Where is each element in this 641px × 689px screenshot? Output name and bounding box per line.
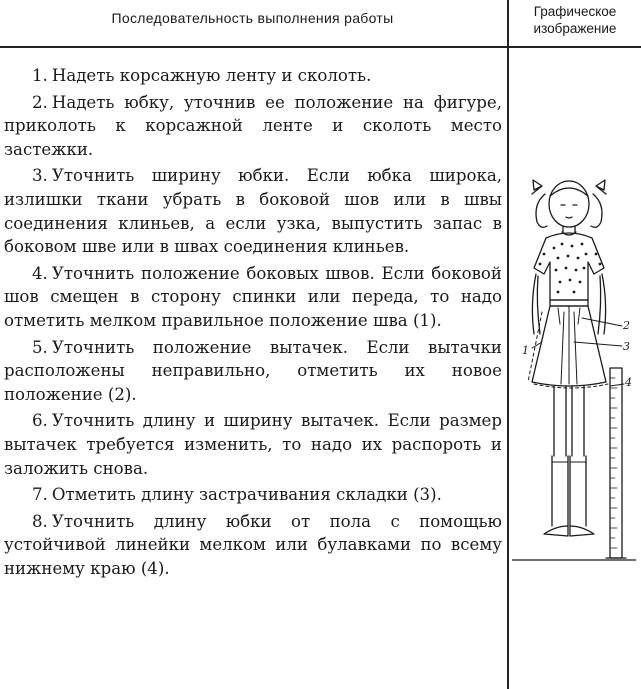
label-4: 4 <box>625 376 632 389</box>
column-divider <box>507 0 509 689</box>
skirt-pleat <box>561 306 577 384</box>
pigtail-right <box>591 194 602 227</box>
step-8 <box>4 510 502 581</box>
waistband <box>550 300 588 306</box>
step-text: Уточнить длину юбки от пола с помощью устойчивой линейки мелком или булавками по всему нижнему краю (4). <box>4 511 502 578</box>
pigtail-left <box>536 194 547 227</box>
blouse <box>534 233 604 300</box>
step-number: 2. <box>32 92 48 112</box>
arm-right <box>598 274 606 334</box>
hair-bow-right <box>596 180 606 194</box>
step-1 <box>4 64 502 88</box>
step-2 <box>4 91 502 162</box>
step-number: 3. <box>32 166 48 186</box>
header-divider <box>0 46 641 48</box>
column-header-graphic <box>511 3 639 37</box>
step-number: 4. <box>32 263 48 283</box>
blouse-dots <box>539 243 602 294</box>
hair-fringe <box>550 188 588 196</box>
step-4 <box>4 262 502 333</box>
standing-ruler <box>610 368 622 558</box>
ruler-ticks <box>610 378 617 548</box>
step-text: Уточнить длину и ширину вытачек. Если размер вытачек требуется изменить, то надо их распороть и заложить снова. <box>4 411 502 478</box>
step-3 <box>4 164 502 258</box>
label-1: 1 <box>522 344 529 357</box>
step-text: Надеть корсажную ленту и сколоть. <box>51 66 372 85</box>
step-text: Отметить длину застрачивания складки (3). <box>51 485 442 505</box>
step-number: 8. <box>32 511 48 531</box>
step-text: Надеть юбку, уточнив ее положение на фигуре, приколоть к корсажной ленте и сколоть место застежки. <box>4 92 502 159</box>
legs <box>554 386 584 456</box>
step-number: 5. <box>32 337 48 357</box>
label-3: 3 <box>623 340 630 353</box>
step-6 <box>4 409 502 480</box>
socks <box>552 456 586 526</box>
column-header-graphic-line2: изображение <box>533 21 617 36</box>
girl-fitting-illustration <box>512 172 636 564</box>
step-number: 7. <box>32 485 48 505</box>
label-2: 2 <box>623 319 630 332</box>
step-number: 1. <box>32 66 48 85</box>
leader-3 <box>574 342 622 346</box>
step-7 <box>4 483 502 507</box>
step-text: Уточнить ширину юбки. Если юбка широка, излишки ткани убрать в боковой шов или в швы соединения клиньев, а если узка, выпустить запас в боковом шве или в швах соединения клиньев. <box>4 166 502 257</box>
column-header-procedure: Последовательность выполнения работы <box>111 10 394 26</box>
procedure-steps <box>4 64 502 583</box>
face <box>561 205 577 218</box>
leader-2 <box>582 318 622 326</box>
step-text: Уточнить положение боковых швов. Если боковой шов смещен в сторону спинки или переда, то надо отметить мелком правильное положение шва (1). <box>4 263 502 330</box>
column-header-graphic-line1: Графическое <box>533 4 617 19</box>
shoes <box>544 526 594 536</box>
step-number: 6. <box>32 411 48 431</box>
hair-bow-left <box>532 180 542 194</box>
arm-left <box>532 274 540 334</box>
step-text: Уточнить положение вытачек. Если вытачки расположены неправильно, отметить их новое положение (2). <box>4 337 502 404</box>
step-5 <box>4 336 502 407</box>
